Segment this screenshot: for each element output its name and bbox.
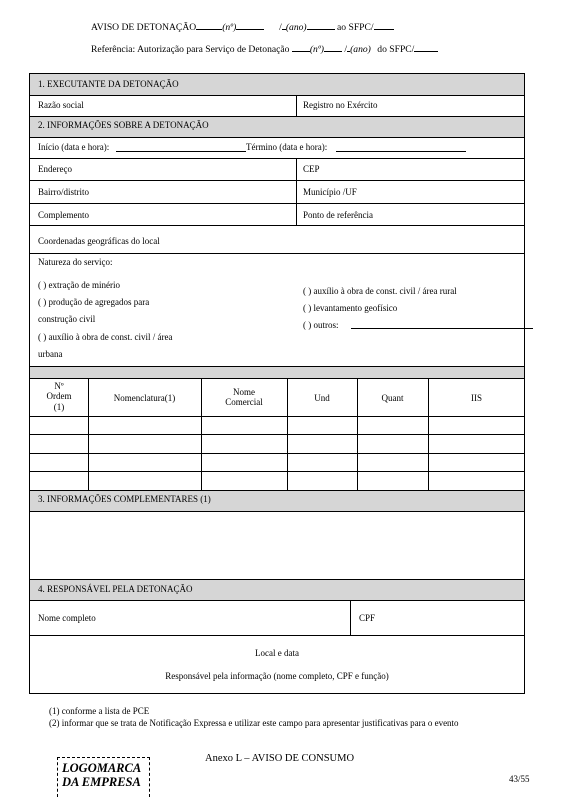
natureza-option[interactable]: ( ) extração de minério: [38, 280, 120, 290]
table-row[interactable]: [30, 472, 524, 489]
slash: /: [279, 22, 282, 33]
footnote-2: (2) informar que se trata de Notificação Expressa e utilizar este campo para apresentar justificativas para o evento: [49, 718, 459, 728]
table-header-nomenclatura: Nomenclatura(1): [113, 393, 176, 403]
bairro-label: Bairro/distrito: [38, 187, 89, 197]
natureza-option[interactable]: ( ) levantamento geofísico: [303, 303, 398, 313]
natureza-option-cont: construção civil: [38, 314, 96, 324]
municipio-label: Município /UF: [303, 187, 357, 197]
footnote-1: (1) conforme a lista de PCE: [49, 706, 150, 716]
table-spacer-bar: [30, 367, 524, 378]
ponto-referencia-label: Ponto de referência: [303, 210, 373, 220]
inicio-label: Início (data e hora):: [38, 142, 110, 152]
table-header-nome-comercial: Nome Comercial: [225, 387, 263, 408]
aviso-ano-label: (ano): [285, 22, 307, 33]
natureza-option-cont: urbana: [38, 349, 63, 359]
table-header-ordem: Nº Ordem (1): [46, 381, 72, 412]
natureza-option[interactable]: ( ) produção de agregados para: [38, 297, 150, 307]
page-number: 43/55: [509, 774, 530, 784]
coordenadas-label: Coordenadas geográficas do local: [38, 236, 160, 246]
section2-title: 2. INFORMAÇÕES SOBRE A DETONAÇÃO: [38, 120, 209, 130]
razao-social-label: Razão social: [38, 100, 84, 110]
table-header-und: Und: [314, 393, 330, 403]
ref-ano-label: (ano): [350, 44, 371, 55]
logo-line1: LOGOMARCA: [62, 761, 142, 775]
ref-n-label: (nº): [309, 44, 325, 55]
ref-sfpc-label: do SFPC/: [377, 44, 415, 55]
complemento-label: Complemento: [38, 210, 89, 220]
annex-title: Anexo L – AVISO DE CONSUMO: [205, 753, 355, 764]
endereco-label: Endereço: [38, 164, 72, 174]
cep-label: CEP: [303, 164, 320, 174]
termino-label: Término (data e hora):: [246, 142, 328, 152]
natureza-option[interactable]: ( ) outros:: [303, 320, 339, 330]
section1-title: 1. EXECUTANTE DA DETONAÇÃO: [38, 79, 179, 89]
responsavel-label: Responsável pela informação (nome completo, CPF e função): [165, 671, 389, 681]
table-row[interactable]: [30, 417, 524, 434]
slash: /: [344, 44, 348, 55]
table-row[interactable]: [30, 435, 524, 452]
natureza-option[interactable]: ( ) auxílio à obra de const. civil / área rural: [303, 286, 457, 296]
aviso-n-label: (nº): [222, 22, 237, 33]
aviso-header-line: [91, 20, 394, 33]
informacoes-complementares-field[interactable]: [30, 512, 524, 578]
natureza-label: Natureza do serviço:: [38, 257, 113, 267]
natureza-option[interactable]: ( ) auxílio à obra de const. civil / área: [38, 332, 173, 342]
referencia-line: [91, 42, 438, 55]
company-logo-placeholder: [57, 757, 150, 797]
referencia-label: Referência: Autorização para Serviço de Detonação: [91, 44, 290, 55]
aviso-sfpc-label: ao SFPC/: [337, 22, 374, 33]
cpf-label: CPF: [359, 613, 376, 623]
table-row[interactable]: [30, 454, 524, 471]
table-header-quant: Quant: [381, 393, 404, 403]
nome-completo-label: Nome completo: [38, 613, 96, 623]
local-data-label: Local e data: [255, 648, 299, 658]
table-header-iis: IIS: [471, 393, 482, 403]
aviso-label: AVISO DE DETONAÇÃO: [91, 22, 197, 33]
section4-title: 4. RESPONSÁVEL PELA DETONAÇÃO: [38, 584, 193, 594]
registro-exercito-label: Registro no Exército: [303, 100, 378, 110]
section3-title: 3. INFORMAÇÕES COMPLEMENTARES (1): [38, 494, 211, 504]
logo-line2: DA EMPRESA: [62, 775, 141, 790]
